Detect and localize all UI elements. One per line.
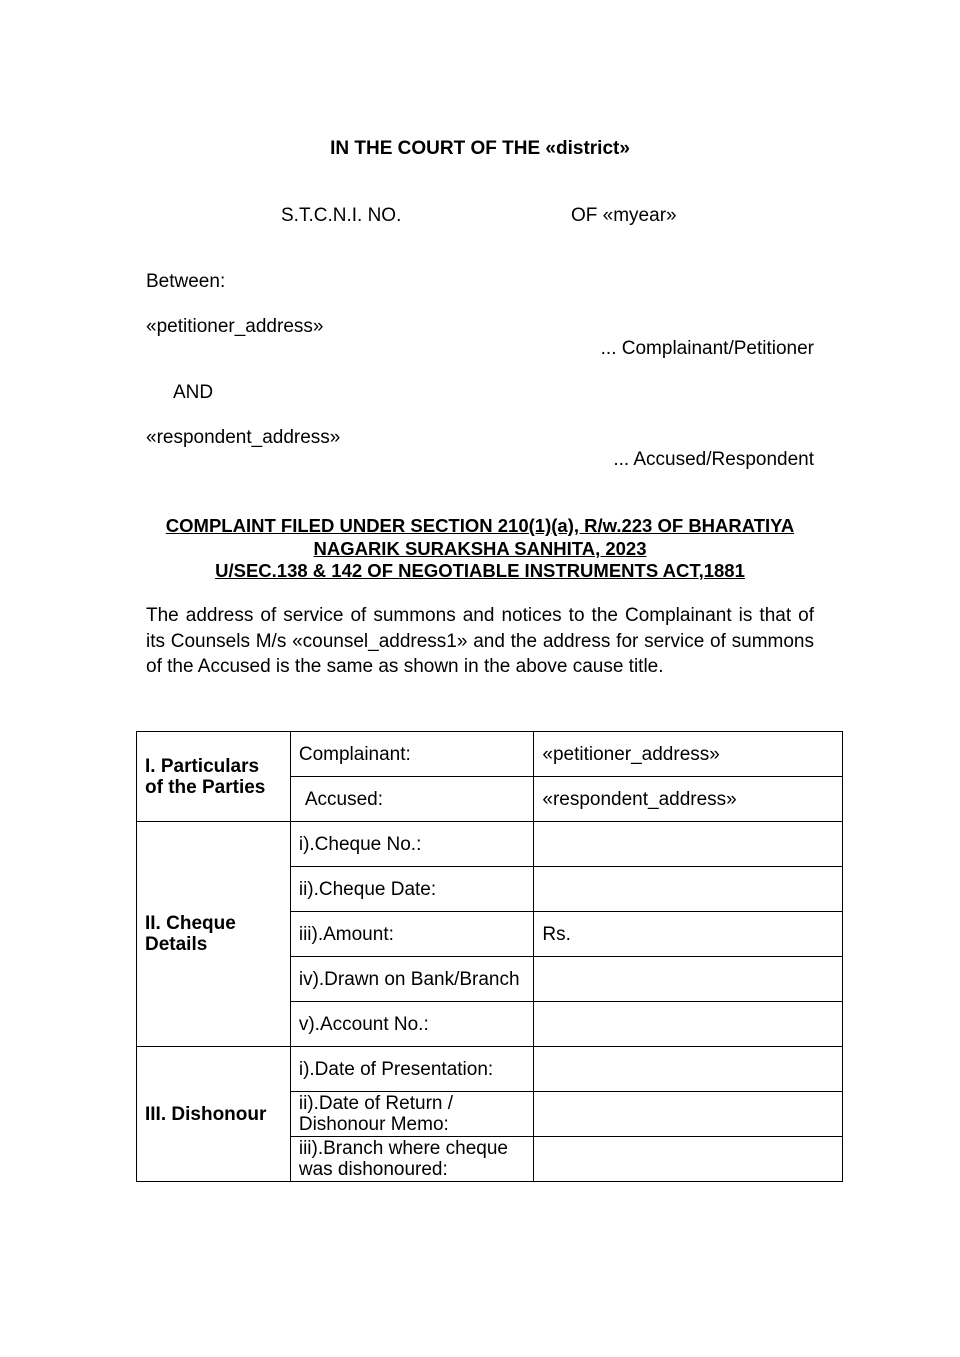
row-value <box>534 1137 843 1182</box>
and-separator: AND <box>173 382 214 403</box>
row-value <box>534 1002 843 1047</box>
row-label: ii).Cheque Date: <box>290 867 534 912</box>
row-value <box>534 957 843 1002</box>
respondent-address: «respondent_address» <box>146 427 341 448</box>
petitioner-address: «petitioner_address» <box>146 316 324 337</box>
between-label: Between: <box>146 271 226 292</box>
row-label: iii).Branch where cheque was dishonoured: <box>290 1137 534 1182</box>
complaint-heading <box>146 515 814 583</box>
row-label: i).Date of Presentation: <box>290 1047 534 1092</box>
respondent-role: ... Accused/Respondent <box>613 449 814 470</box>
row-value <box>534 822 843 867</box>
section-dishonour-title: III. Dishonour <box>137 1047 291 1182</box>
row-value: «respondent_address» <box>534 777 843 822</box>
petitioner-role: ... Complainant/Petitioner <box>600 338 814 359</box>
row-label: ii).Date of Return / Dishonour Memo: <box>290 1092 534 1137</box>
row-value <box>534 1047 843 1092</box>
heading-line-3: U/SEC.138 & 142 OF NEGOTIABLE INSTRUMENTS ACT,1881 <box>215 560 745 581</box>
table-row <box>137 1047 843 1092</box>
section-cheque-title: II. Cheque Details <box>137 822 291 1047</box>
case-year-label: OF «myear» <box>571 205 677 226</box>
complaint-details-table <box>136 731 843 1182</box>
row-label: v).Account No.: <box>290 1002 534 1047</box>
row-label: iii).Amount: <box>290 912 534 957</box>
court-title: IN THE COURT OF THE «district» <box>330 138 630 159</box>
row-label: Complainant: <box>290 732 534 777</box>
row-label: iv).Drawn on Bank/Branch <box>290 957 534 1002</box>
row-value: «petitioner_address» <box>534 732 843 777</box>
row-label: i).Cheque No.: <box>290 822 534 867</box>
heading-line-1: COMPLAINT FILED UNDER SECTION 210(1)(a), R/w.223 OF BHARATIYA <box>165 515 795 536</box>
case-number-label: S.T.C.N.I. NO. <box>281 205 402 226</box>
table-row <box>137 732 843 777</box>
row-value <box>534 1092 843 1137</box>
row-value: Rs. <box>534 912 843 957</box>
service-address-paragraph: The address of service of summons and notices to the Complainant is that of its Counsels M/s «counsel_address1» and the address for service of summons of the Accused is the same as shown in the above cause title. <box>146 605 814 677</box>
section-particulars-title: I. Particulars of the Parties <box>137 732 291 822</box>
row-label: Accused: <box>290 777 534 822</box>
heading-line-2: NAGARIK SURAKSHA SANHITA, 2023 <box>313 537 647 559</box>
table-row <box>137 822 843 867</box>
row-value <box>534 867 843 912</box>
